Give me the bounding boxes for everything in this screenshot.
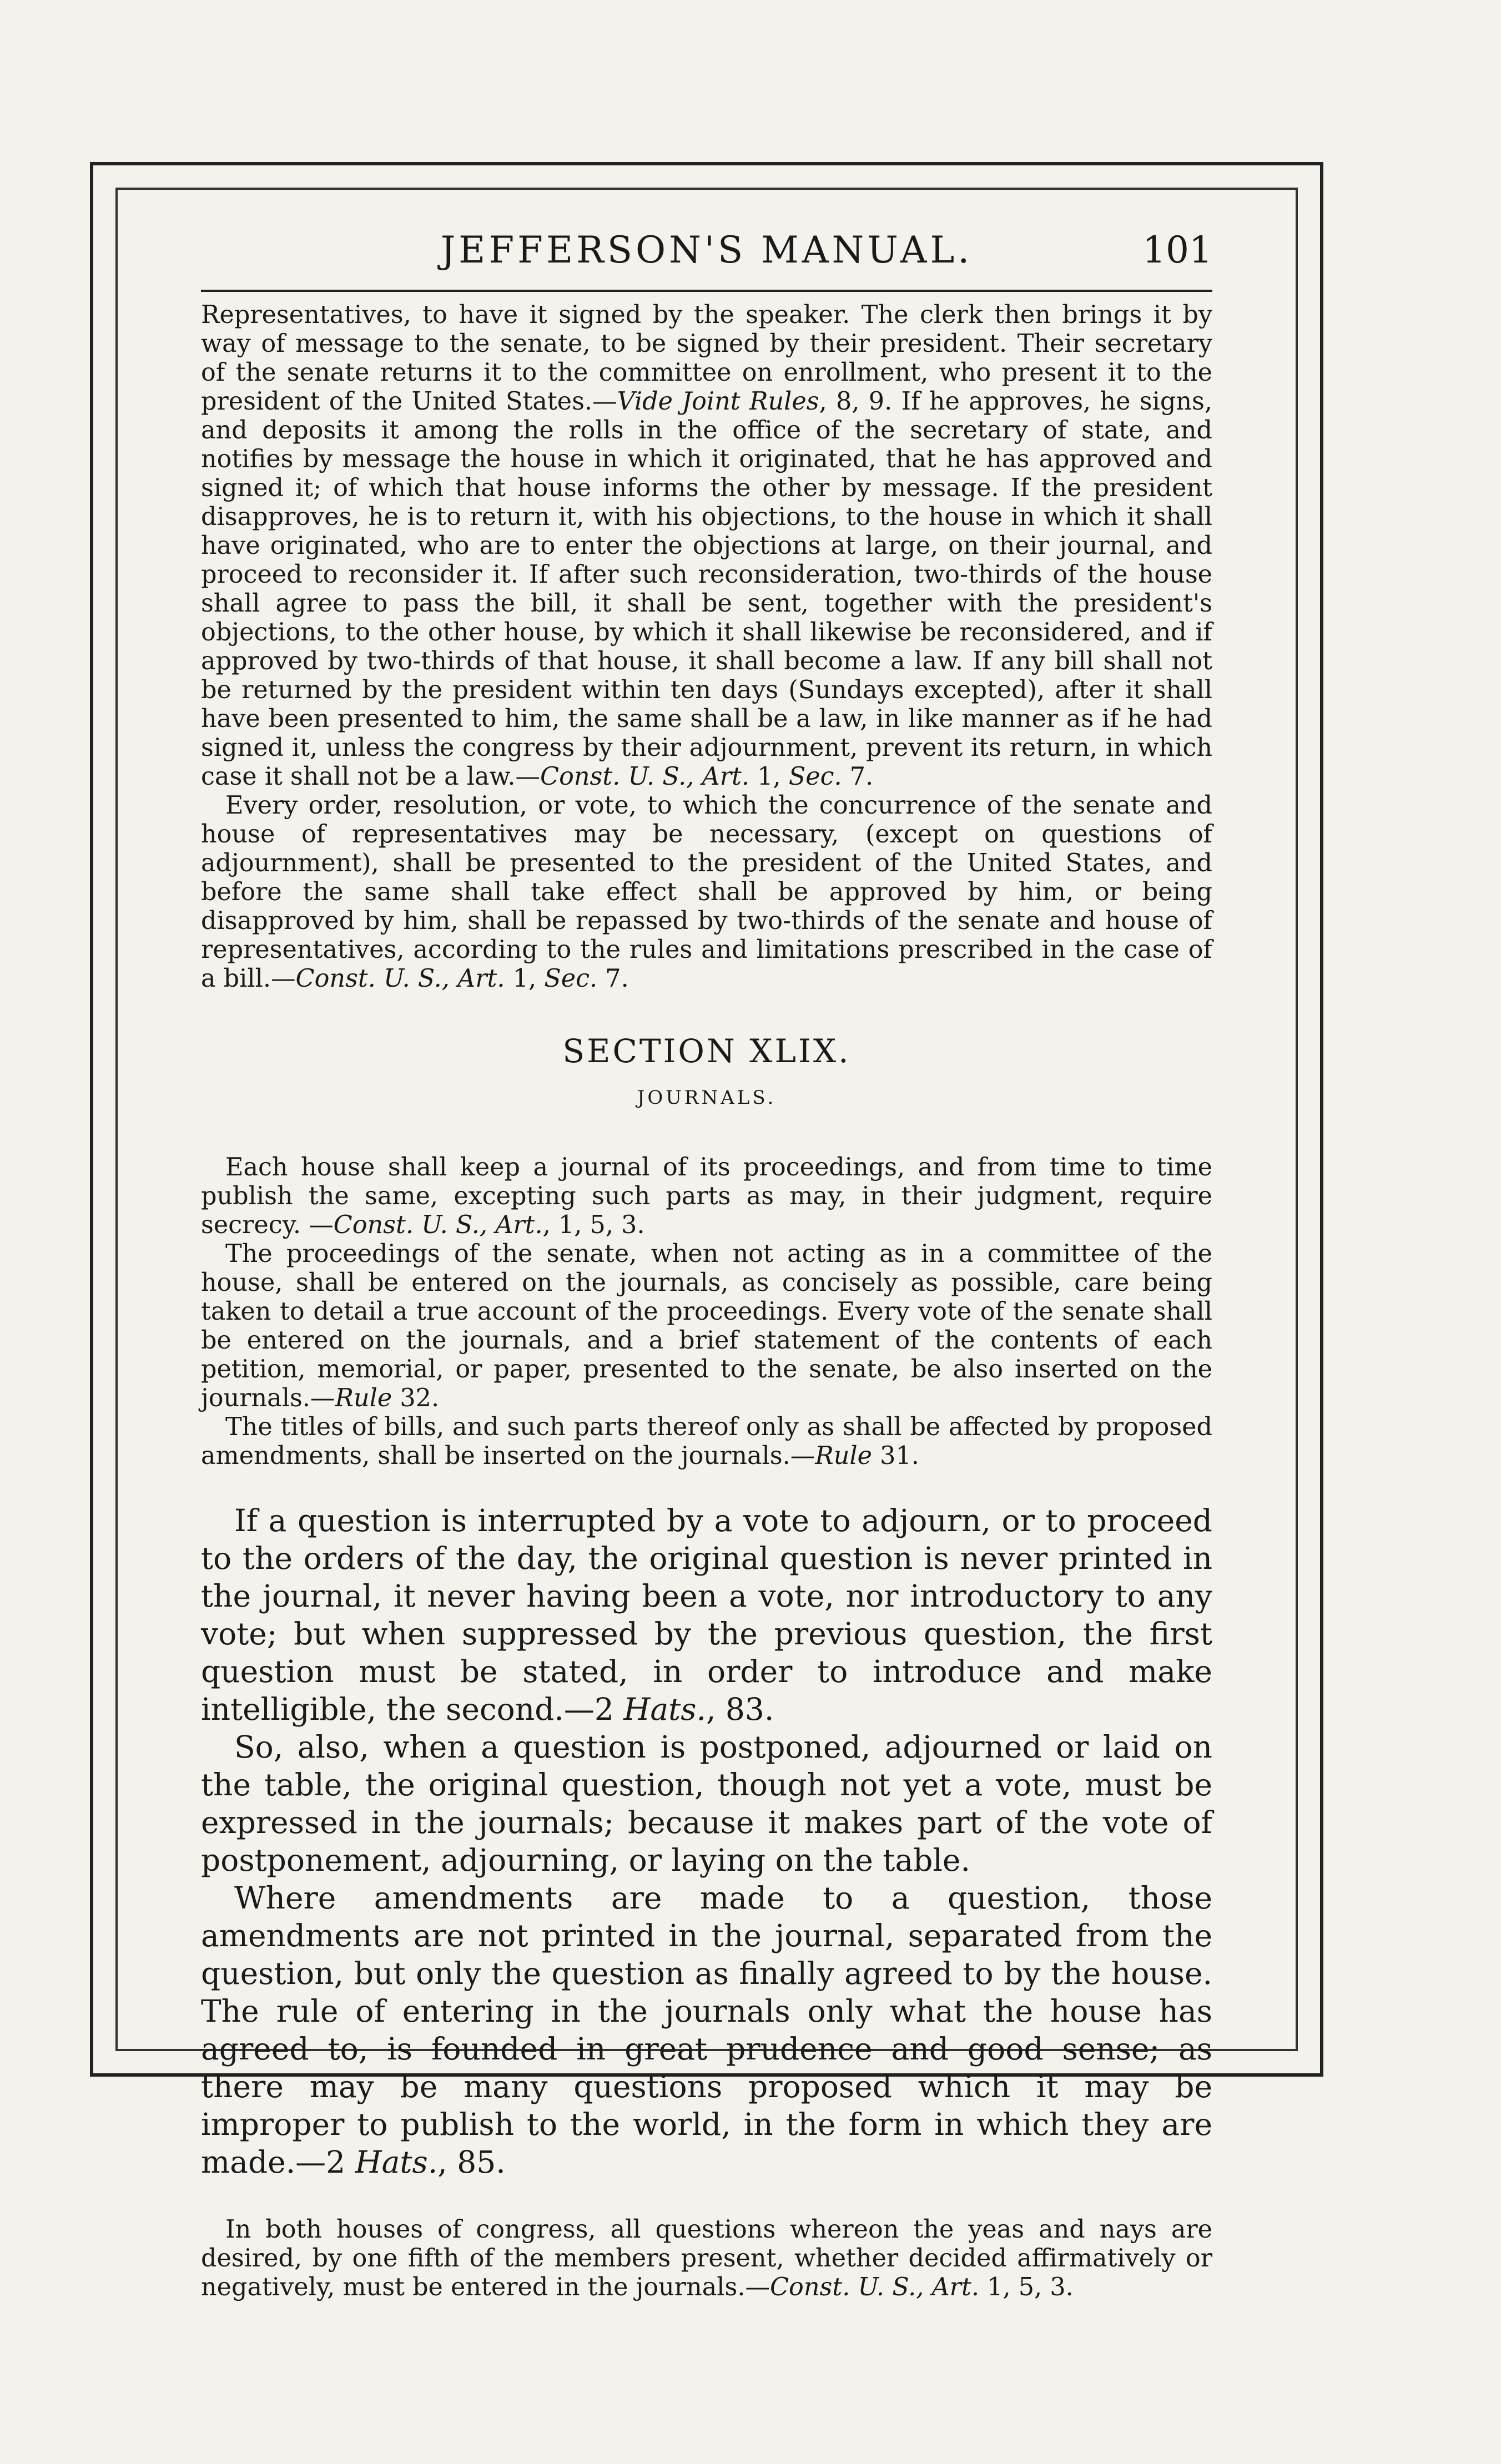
text-run: 1,: [749, 763, 789, 791]
citation: Sec.: [788, 763, 842, 791]
paragraph-interrupted-question: [201, 1502, 1212, 1728]
header-rule: [201, 290, 1212, 292]
paragraph-postponed-question: [201, 1728, 1212, 1879]
text-run: The titles of bills, and such parts thereof only as shall be affected by proposed amendments, shall be inserted on the journals.—: [201, 1413, 1212, 1470]
text-run: Where amendments are made to a question, those amendments are not printed in the journal, separated from the question, but only the question as finally agreed to by the house. The rule of entering in the journals only what the house has agreed to, is founded in great prudence and good sense; as there may be many questions proposed which it may be improper to publish to the world, in the form in which they are made.—2: [201, 1880, 1212, 2180]
paragraph-concurrence: [201, 791, 1212, 993]
page-number: 101: [1142, 229, 1212, 271]
note-yeas-nays: [201, 2215, 1212, 2302]
text-run: 7.: [842, 763, 874, 791]
text-run: , 8, 9. If he approves, he signs, and deposits it among the rolls in the office of the secretary of state, and notifies by message the house in which it originated, that he has approved and signed it; of which that house informs the other by message. If the president disapproves, he is to return it, with his objections, to the house in which it shall have originated, who are to enter the objections at large, on their journal, and proceed to reconsider it. If after such reconsideration, two-thirds of the house shall agree to pass the bill, it shall be sent, together with the president's objections, to the other house, by which it shall likewise be reconsidered, and if approved by two-thirds of that house, it shall become a law. If any bill shall not be returned by the president within ten days (Sundays excepted), after it shall have been presented to him, the same shall be a law, in like manner as if he had signed it, unless the congress by their adjournment, prevent its return, in which case it shall not be a law.—: [201, 387, 1212, 791]
citation: Vide Joint Rules: [617, 387, 819, 416]
text-run: In both houses of congress, all questions whereon the yeas and nays are desired, by one fifth of the members present, whether decided affirmatively or negatively, must be entered in the journals.—: [201, 2215, 1212, 2301]
citation: Hats.: [355, 2144, 438, 2180]
citation: Const. U. S., Art.: [295, 965, 505, 993]
running-head: [201, 229, 1212, 290]
paragraph-bill-signing: [201, 301, 1212, 791]
text-run: The proceedings of the senate, when not acting as in a committee of the house, shall be entered on the journals, as concisely as possible, care being taken to detail a true account of the proceedings. Every vote of the senate shall be entered on the journals, and a brief statement of the contents of each petition, memorial, or paper, presented to the senate, be also inserted on the journals.—: [201, 1240, 1212, 1412]
text-run: 1, 5, 3.: [979, 2273, 1074, 2301]
citation: Const. U. S., Art.: [333, 1211, 543, 1239]
text-run: 31.: [872, 1442, 919, 1470]
text-run: If a question is interrupted by a vote to adjourn, or to proceed to the orders of the day, the original question is never printed in the journal, it never having been a vote, nor introductory to any vote; but when suppressed by the previous question, the first question must be stated, in order to introduce and make intelligible, the second.—2: [201, 1503, 1212, 1727]
note-bill-titles: [201, 1413, 1212, 1471]
page-content: [115, 188, 1298, 2301]
spacer: [201, 1471, 1212, 1502]
citation: Rule: [335, 1384, 392, 1412]
note-senate-proceedings: [201, 1240, 1212, 1413]
citation: Hats.: [623, 1692, 706, 1727]
citation: Const. U. S., Art.: [540, 763, 750, 791]
text-run: Each house shall keep a journal of its proceedings, and from time to time publish the same, excepting such parts as may, in their judgment, require secrecy. —: [201, 1153, 1212, 1239]
text-run: 32.: [392, 1384, 440, 1412]
paragraph-amendments: [201, 1879, 1212, 2181]
page-frame: [90, 162, 1323, 2301]
section-subtitle: JOURNALS.: [637, 1087, 777, 1109]
citation: Const. U. S., Art.: [769, 2273, 979, 2301]
note-journal: [201, 1153, 1212, 1240]
text-run: , 1, 5, 3.: [542, 1211, 645, 1239]
text-run: , 83.: [706, 1692, 774, 1727]
section-title: SECTION XLIX.: [562, 1032, 851, 1070]
text-run: Every order, resolution, or vote, to which the concurrence of the senate and house of representatives may be necessary, (except on questions of adjournment), shall be presented to the president of the United States, and before the same shall take effect shall be approved by him, or being disapproved by him, shall be repassed by two-thirds of the senate and house of representatives, according to the rules and limitations prescribed in the case of a bill.—: [201, 791, 1212, 993]
text-run: Representatives, to have it signed by the speaker. The clerk then brings it by way of message to the senate, to be signed by their president. Their secretary of the senate returns it to the committee on enrollment, who present it to the president of the United States.—: [201, 301, 1212, 416]
text-run: 7.: [597, 965, 629, 993]
spacer: [201, 2181, 1212, 2215]
running-title: JEFFERSON'S MANUAL.: [440, 229, 973, 271]
text-run: 1,: [505, 965, 545, 993]
text-run: , 85.: [437, 2144, 506, 2180]
citation: Rule: [815, 1442, 872, 1470]
text-run: So, also, when a question is postponed, adjourned or laid on the table, the original question, though not yet a vote, must be expressed in the journals; because it makes part of the vote of postponement, adjourning, or laying on the table.: [201, 1729, 1212, 1878]
citation: Sec.: [544, 965, 598, 993]
